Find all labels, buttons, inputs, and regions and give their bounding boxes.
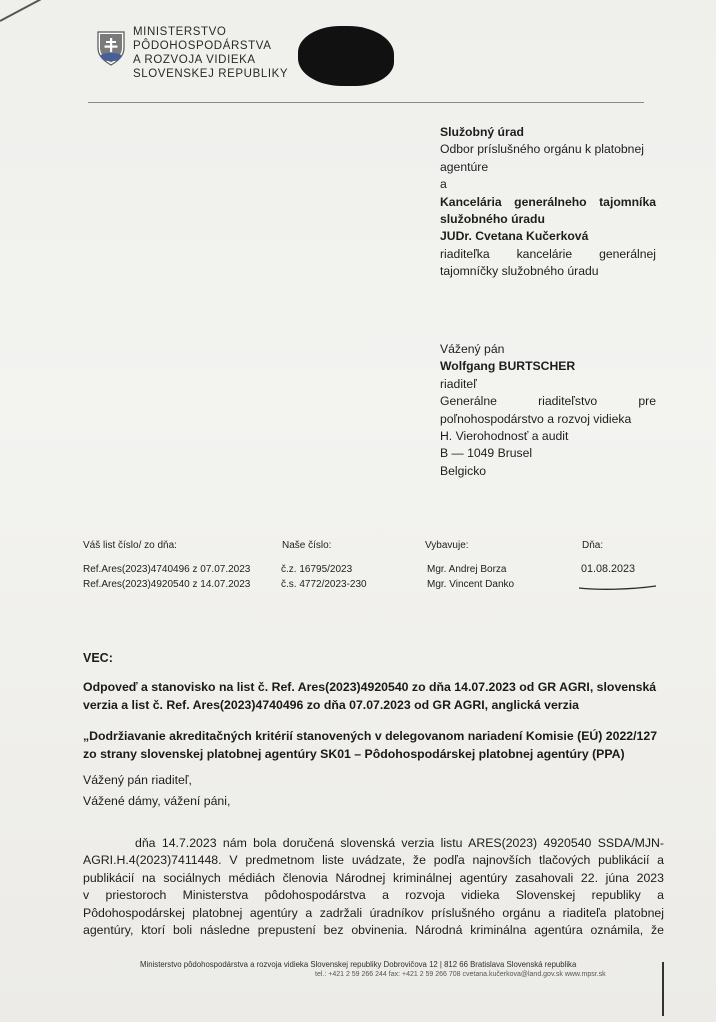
- sender-line: služobného úradu: [440, 212, 545, 227]
- sender-line: tajomníčky služobného úradu: [440, 264, 599, 279]
- subject-topic: [83, 728, 656, 763]
- body-line: Pôdohospodárskej platobnej agentúry a zadržali úradníkov príslušného orgánu a riaditeľa platobnej: [83, 905, 664, 920]
- slovak-coat-of-arms-icon: [96, 30, 126, 66]
- ref-header-handled-by: Vybavuje:: [425, 540, 469, 551]
- footer-address: Ministerstvo pôdohospodárstva a rozvoja vidieka Slovenskej republiky Dobrovičova 12 | 812 66 Bratislava Slovenská republika: [140, 960, 577, 969]
- body-line: publikácií na sociálnych médiách členovia Národnej kriminálnej agentúry zasahovali 22. júna 2023: [83, 870, 664, 885]
- ref-handled-by: Mgr. Andrej Borza: [427, 564, 507, 575]
- header-divider: [88, 102, 644, 103]
- body-line: AGRI.H.4(2023)7411448. V predmetnom liste uvádzate, že podľa najnovších tlačových publikácií a: [83, 853, 664, 868]
- ministry-name-line: PÔDOHOSPODÁRSTVA: [133, 40, 272, 52]
- ref-our-number: č.s. 4772/2023-230: [281, 579, 367, 590]
- greeting-line: Vážené dámy, vážení páni,: [83, 794, 231, 808]
- ministry-name-line: MINISTERSTVO: [133, 26, 227, 38]
- ref-date: 01.08.2023: [581, 563, 636, 575]
- redaction-mark: [298, 26, 394, 86]
- ref-your-letter: Ref.Ares(2023)4740496 z 07.07.2023: [83, 564, 251, 575]
- recipient-name: Wolfgang BURTSCHER: [440, 359, 576, 374]
- ministry-name: [133, 25, 288, 81]
- footer: [140, 960, 660, 980]
- recipient-line: Belgicko: [440, 463, 487, 478]
- recipient-block: [440, 341, 656, 480]
- subject-reply-line: verzia a list č. Ref. Ares(2023)4740496 zo dňa 07.07.2023 od GR AGRI, anglická verzia: [83, 697, 579, 712]
- letter-body: [83, 835, 664, 939]
- corner-mark: [0, 0, 41, 22]
- ref-header-our-number: Naše číslo:: [282, 540, 332, 551]
- subject-reply: [83, 679, 656, 714]
- ref-header-date: Dňa:: [582, 540, 604, 551]
- ref-handled-by: Mgr. Vincent Danko: [427, 579, 515, 590]
- ref-your-letter: Ref.Ares(2023)4920540 z 14.07.2023: [83, 579, 251, 590]
- sender-line: Kancelária generálneho tajomníka: [440, 194, 656, 209]
- ref-header-your-letter: Váš list číslo/ zo dňa:: [83, 540, 177, 551]
- sender-line: Odbor príslušného orgánu k platobnej: [440, 142, 644, 157]
- sender-line: agentúre: [440, 159, 489, 174]
- ref-our-number: č.z. 16795/2023: [281, 564, 353, 575]
- recipient-line: B — 1049 Brusel: [440, 446, 533, 461]
- subject-label: VEC:: [83, 651, 113, 665]
- recipient-line: Vážený pán: [440, 342, 505, 356]
- ministry-name-line: SLOVENSKEJ REPUBLIKY: [133, 68, 289, 80]
- ministry-name-line: A ROZVOJA VIDIEKA: [133, 54, 256, 66]
- sender-line: a: [440, 177, 447, 192]
- footer-margin-bar: [662, 962, 664, 1016]
- subject-topic-line: zo strany slovenskej platobnej agentúry SK01 – Pôdohospodárskej platobnej agentúry (PPA): [83, 746, 625, 761]
- sender-name: JUDr. Cvetana Kučerková: [440, 229, 589, 244]
- body-line: v priestoroch Ministerstva pôdohospodárstva a rozvoja vidieka Slovenskej republiky a: [83, 888, 664, 903]
- body-line: agentúry, ktorí boli následne prepustení bez obvinenia. Národná kriminálna agentúra oznámila, že: [83, 922, 664, 937]
- subject-topic-line: „Dodržiavanie akreditačných kritérií stanovených v delegovanom nariadení Komisie (EÚ) 2022/127: [83, 729, 658, 743]
- sender-line: riaditeľka kancelárie generálnej: [440, 246, 656, 261]
- sender-block: [440, 124, 656, 281]
- recipient-line: riaditeľ: [440, 376, 477, 391]
- date-underline: [578, 583, 658, 591]
- body-line: dňa 14.7.2023 nám bola doručená slovenská verzia listu ARES(2023) 4920540 SSDA/MJN-: [135, 836, 664, 850]
- recipient-line: poľnohospodárstvo a rozvoj vidieka: [440, 411, 632, 426]
- recipient-line: Generálne riaditeľstvo pre: [440, 394, 656, 409]
- recipient-line: H. Vierohodnosť a audit: [440, 429, 569, 444]
- sender-line: Služobný úrad: [440, 125, 524, 139]
- subject-reply-line: Odpoveď a stanovisko na list č. Ref. Ares(2023)4920540 zo dňa 14.07.2023 od GR AGRI, slovenská: [83, 680, 657, 694]
- footer-contact: tel.: +421 2 59 266 244 fax: +421 2 59 266 708 cvetana.kučerkova@land.gov.sk www.mpsr.sk: [315, 971, 606, 978]
- greeting-line: Vážený pán riaditeľ,: [83, 773, 192, 787]
